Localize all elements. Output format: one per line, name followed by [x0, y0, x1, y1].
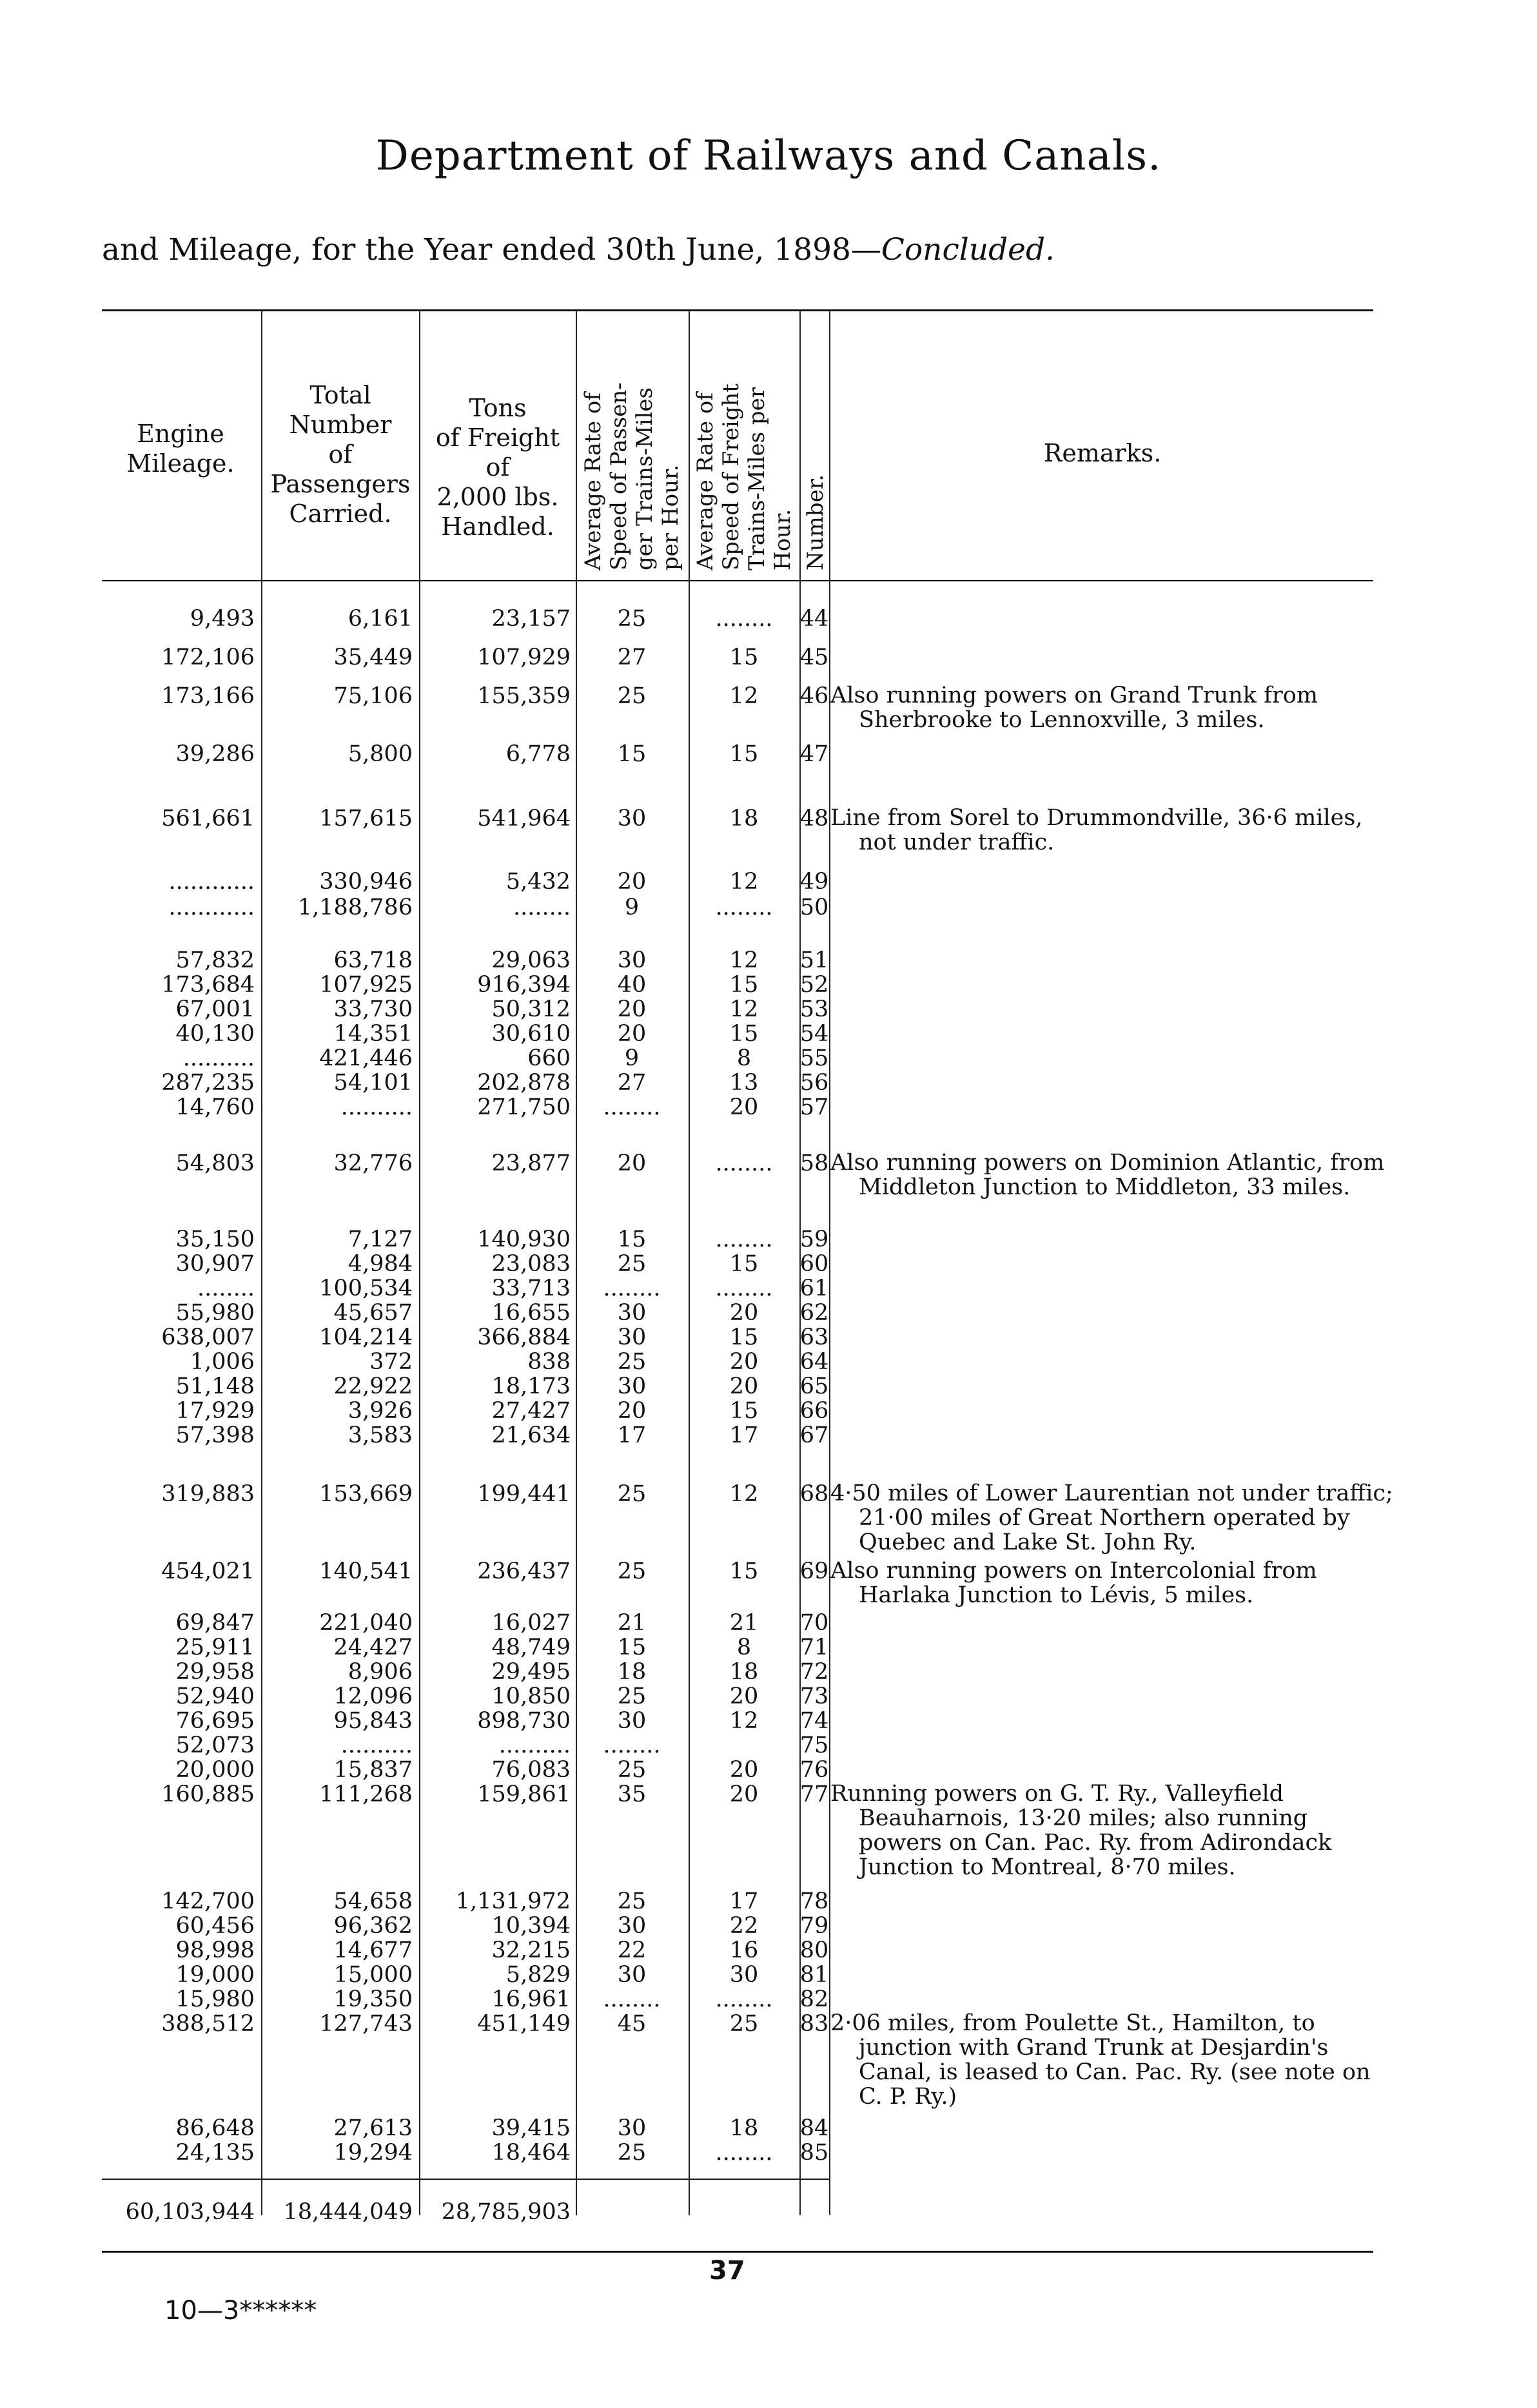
cell-freight-speed: 17	[729, 1889, 759, 1914]
cell-number: 60	[799, 1251, 829, 1277]
cell-passengers: 54,658	[333, 1889, 413, 1914]
cell-freight-tons: ..........	[498, 1733, 571, 1758]
cell-freight-tons: 16,961	[491, 1986, 571, 2012]
subtitle-italic: Concluded.	[881, 232, 1055, 267]
cell-freight-tons: 18,464	[491, 2140, 571, 2166]
cell-passenger-speed: 30	[617, 947, 647, 973]
col-divider-1	[261, 311, 262, 2215]
cell-freight-speed: 17	[729, 1422, 759, 1448]
header-passenger-speed-line: Average Rate of	[580, 392, 606, 570]
cell-passengers: 24,427	[333, 1635, 413, 1660]
cell-freight-tons: 18,173	[491, 1374, 571, 1399]
cell-freight-tons: 159,861	[477, 1782, 571, 1807]
header-bottom-rule	[102, 580, 1373, 581]
cell-passengers: 107,925	[319, 972, 413, 998]
cell-engine-mileage: 29,958	[175, 1659, 255, 1685]
cell-freight-speed: ........	[715, 1151, 773, 1176]
total-passengers: 18,444,049	[283, 2199, 413, 2225]
header-engine-mileage: Engine Mileage.	[126, 420, 235, 478]
cell-number: 67	[799, 1422, 829, 1448]
cell-engine-mileage: 638,007	[161, 1325, 255, 1350]
cell-passenger-speed: 9	[624, 895, 640, 920]
remark-text: Also running powers on Dominion Atlantic, from Middleton Junction to Middleton, 33 miles.	[830, 1150, 1385, 1200]
cell-passengers: 5,800	[348, 741, 413, 767]
cell-freight-tons: 898,730	[477, 1708, 571, 1734]
col-divider-3	[576, 311, 577, 2215]
cell-number: 57	[799, 1094, 829, 1120]
cell-passenger-speed: 27	[617, 645, 647, 670]
cell-number: 76	[799, 1757, 829, 1783]
cell-number: 79	[799, 1913, 829, 1939]
cell-passenger-speed: 25	[617, 1889, 647, 1914]
cell-engine-mileage: 454,021	[161, 1558, 255, 1584]
cell-freight-tons: 202,878	[477, 1070, 571, 1096]
cell-passengers: 14,677	[333, 1937, 413, 1963]
cell-engine-mileage: 54,803	[175, 1151, 255, 1176]
cell-number: 46	[799, 683, 829, 709]
cell-freight-speed: 20	[729, 1374, 759, 1399]
header-remarks: Remarks.	[1043, 439, 1162, 467]
cell-passengers: 140,541	[319, 1558, 413, 1584]
total-engine-mileage: 60,103,944	[125, 2199, 255, 2225]
cell-freight-speed: 18	[729, 806, 759, 831]
header-passenger-speed-line: Speed of Passen-	[606, 382, 632, 570]
cell-engine-mileage: 98,998	[175, 1937, 255, 1963]
footer-rule	[102, 2251, 1373, 2253]
cell-freight-speed: ........	[715, 895, 773, 920]
col-divider-6	[829, 311, 830, 2215]
cell-freight-tons: 451,149	[477, 2011, 571, 2037]
cell-number: 48	[799, 806, 829, 831]
cell-number: 73	[799, 1684, 829, 1709]
cell-passenger-speed: 21	[617, 1610, 647, 1636]
header-freight-speed-line: Trains-Miles per	[744, 387, 770, 570]
header-freight-speed-line: Speed of Freight	[718, 384, 744, 570]
cell-number: 56	[799, 1070, 829, 1096]
cell-engine-mileage: 25,911	[175, 1635, 255, 1660]
cell-freight-speed: 18	[729, 2115, 759, 2141]
cell-freight-speed: 12	[729, 1708, 759, 1734]
cell-passenger-speed: 20	[617, 1151, 647, 1176]
cell-engine-mileage: ............	[168, 869, 255, 895]
cell-passenger-speed: 9	[624, 1045, 640, 1071]
cell-passengers: 63,718	[333, 947, 413, 973]
cell-freight-speed: 20	[729, 1782, 759, 1807]
cell-passenger-speed: 15	[617, 741, 647, 767]
cell-engine-mileage: ........	[197, 1276, 255, 1301]
cell-freight-tons: 29,495	[491, 1659, 571, 1685]
cell-freight-tons: 6,778	[505, 741, 571, 767]
cell-freight-speed: ........	[715, 1986, 773, 2012]
cell-number: 47	[799, 741, 829, 767]
cell-freight-speed: 13	[729, 1070, 759, 1096]
header-number-text: Number.	[803, 474, 828, 570]
cell-number: 62	[799, 1300, 829, 1326]
cell-engine-mileage: 173,166	[161, 683, 255, 709]
cell-passenger-speed: 25	[617, 606, 647, 632]
cell-number: 74	[799, 1708, 829, 1734]
cell-number: 61	[799, 1276, 829, 1301]
cell-passenger-speed: 17	[617, 1422, 647, 1448]
cell-freight-tons: ........	[513, 895, 571, 920]
cell-passengers: ..........	[340, 1094, 413, 1120]
page-subtitle	[102, 232, 1055, 267]
cell-freight-tons: 155,359	[477, 683, 571, 709]
cell-freight-tons: 39,415	[491, 2115, 571, 2141]
cell-passenger-speed: 25	[617, 1349, 647, 1375]
cell-passenger-speed: 25	[617, 2140, 647, 2166]
cell-freight-speed: 15	[729, 1021, 759, 1047]
cell-freight-tons: 16,655	[491, 1300, 571, 1326]
cell-passenger-speed: 22	[617, 1937, 647, 1963]
cell-number: 58	[799, 1151, 829, 1176]
cell-freight-tons: 10,850	[491, 1684, 571, 1709]
cell-passengers: 15,837	[333, 1757, 413, 1783]
cell-freight-tons: 23,157	[491, 606, 571, 632]
cell-number: 81	[799, 1962, 829, 1988]
cell-number: 49	[799, 869, 829, 895]
cell-number: 44	[799, 606, 829, 632]
cell-freight-speed: 15	[729, 1251, 759, 1277]
cell-number: 68	[799, 1481, 829, 1507]
cell-number: 80	[799, 1937, 829, 1963]
cell-freight-speed: ........	[715, 1276, 773, 1301]
cell-engine-mileage: 52,073	[175, 1733, 255, 1758]
header-passenger-speed-line: ger Trains-Miles	[632, 387, 658, 570]
cell-engine-mileage: ............	[168, 895, 255, 920]
cell-engine-mileage: 57,398	[175, 1422, 255, 1448]
cell-freight-tons: 107,929	[477, 645, 571, 670]
cell-number: 85	[799, 2140, 829, 2166]
header-passenger-speed-line: per Hour.	[658, 464, 683, 570]
cell-freight-speed: 12	[729, 683, 759, 709]
cell-freight-speed: 8	[736, 1635, 752, 1660]
page-number: 37	[709, 2256, 745, 2286]
cell-passengers: 33,730	[333, 996, 413, 1022]
cell-passengers: 7,127	[348, 1227, 413, 1252]
cell-freight-speed: 15	[729, 741, 759, 767]
cell-number: 78	[799, 1889, 829, 1914]
cell-passengers: 3,583	[348, 1422, 413, 1448]
cell-freight-tons: 50,312	[491, 996, 571, 1022]
cell-freight-tons: 916,394	[477, 972, 571, 998]
remark-text: Line from Sorel to Drummondville, 36·6 miles, not under traffic.	[830, 805, 1363, 855]
cell-engine-mileage: 40,130	[175, 1021, 255, 1047]
cell-engine-mileage: 160,885	[161, 1782, 255, 1807]
cell-passengers: 8,906	[348, 1659, 413, 1685]
remark-text: Also running powers on Intercolonial from Harlaka Junction to Lévis, 5 miles.	[830, 1558, 1317, 1608]
cell-engine-mileage: 388,512	[161, 2011, 255, 2037]
cell-passengers: 32,776	[333, 1151, 413, 1176]
cell-passenger-speed: ........	[603, 1986, 661, 2012]
cell-engine-mileage: 9,493	[190, 606, 255, 632]
col-divider-2	[419, 311, 420, 2215]
cell-freight-tons: 199,441	[477, 1481, 571, 1507]
cell-passenger-speed: 30	[617, 2115, 647, 2141]
cell-freight-speed: 8	[736, 1045, 752, 1071]
cell-passenger-speed: 25	[617, 1757, 647, 1783]
cell-freight-tons: 48,749	[491, 1635, 571, 1660]
cell-passenger-speed: 20	[617, 996, 647, 1022]
cell-passengers: 127,743	[319, 2011, 413, 2037]
cell-passenger-speed: 25	[617, 1684, 647, 1709]
cell-passenger-speed: 20	[617, 1398, 647, 1424]
page-title: Department of Railways and Canals.	[375, 132, 1162, 180]
cell-passengers: 15,000	[333, 1962, 413, 1988]
cell-number: 77	[799, 1782, 829, 1807]
cell-passenger-speed: 40	[617, 972, 647, 998]
cell-passengers: 75,106	[333, 683, 413, 709]
cell-passengers: 45,657	[333, 1300, 413, 1326]
cell-freight-speed: 12	[729, 869, 759, 895]
cell-passenger-speed: 30	[617, 1962, 647, 1988]
cell-passenger-speed: 30	[617, 806, 647, 831]
cell-freight-speed: 20	[729, 1757, 759, 1783]
cell-passengers: 14,351	[333, 1021, 413, 1047]
cell-number: 51	[799, 947, 829, 973]
cell-number: 72	[799, 1659, 829, 1685]
cell-number: 55	[799, 1045, 829, 1071]
cell-engine-mileage: 24,135	[175, 2140, 255, 2166]
cell-freight-tons: 236,437	[477, 1558, 571, 1584]
cell-freight-tons: 271,750	[477, 1094, 571, 1120]
cell-engine-mileage: 39,286	[175, 741, 255, 767]
cell-passengers: 96,362	[333, 1913, 413, 1939]
cell-engine-mileage: 69,847	[175, 1610, 255, 1636]
cell-freight-speed: 18	[729, 1659, 759, 1685]
cell-freight-speed: 12	[729, 1481, 759, 1507]
header-number	[803, 442, 828, 570]
cell-engine-mileage: 287,235	[161, 1070, 255, 1096]
cell-passengers: 153,669	[319, 1481, 413, 1507]
cell-number: 75	[799, 1733, 829, 1758]
cell-engine-mileage: 561,661	[161, 806, 255, 831]
cell-freight-speed: ........	[715, 606, 773, 632]
cell-freight-tons: 541,964	[477, 806, 571, 831]
remark-text: 2·06 miles, from Poulette St., Hamilton, to junction with Grand Trunk at Desjardin's Canal, is leased to Can. Pac. Ry. (see note on C. P. Ry.)	[830, 2010, 1371, 2110]
cell-passenger-speed: 20	[617, 1021, 647, 1047]
col-divider-4	[689, 311, 690, 2215]
cell-freight-speed: 15	[729, 1558, 759, 1584]
cell-engine-mileage: 14,760	[175, 1094, 255, 1120]
cell-number: 71	[799, 1635, 829, 1660]
cell-passenger-speed: 15	[617, 1635, 647, 1660]
cell-freight-speed: 20	[729, 1349, 759, 1375]
cell-freight-tons: 5,829	[505, 1962, 571, 1988]
cell-passengers: 19,350	[333, 1986, 413, 2012]
cell-passengers: 100,534	[319, 1276, 413, 1301]
cell-passenger-speed: 30	[617, 1300, 647, 1326]
cell-passenger-speed: 25	[617, 683, 647, 709]
cell-engine-mileage: 60,456	[175, 1913, 255, 1939]
cell-passenger-speed: 30	[617, 1374, 647, 1399]
cell-freight-tons: 30,610	[491, 1021, 571, 1047]
cell-freight-tons: 23,877	[491, 1151, 571, 1176]
cell-passengers: 221,040	[319, 1610, 413, 1636]
cell-freight-speed: 15	[729, 645, 759, 670]
cell-passenger-speed: ........	[603, 1094, 661, 1120]
cell-freight-speed: 21	[729, 1610, 759, 1636]
cell-engine-mileage: 86,648	[175, 2115, 255, 2141]
cell-passenger-speed: 20	[617, 869, 647, 895]
cell-passengers: 3,926	[348, 1398, 413, 1424]
cell-passenger-speed: 35	[617, 1782, 647, 1807]
cell-engine-mileage: 30,907	[175, 1251, 255, 1277]
cell-freight-tons: 33,713	[491, 1276, 571, 1301]
cell-freight-speed: 12	[729, 996, 759, 1022]
cell-passenger-speed: 27	[617, 1070, 647, 1096]
cell-engine-mileage: 55,980	[175, 1300, 255, 1326]
cell-number: 50	[799, 895, 829, 920]
cell-number: 53	[799, 996, 829, 1022]
cell-passenger-speed: 15	[617, 1227, 647, 1252]
cell-passenger-speed: 18	[617, 1659, 647, 1685]
header-tons-freight: Tons of Freight of 2,000 lbs. Handled.	[435, 394, 560, 541]
cell-engine-mileage: ..........	[182, 1045, 255, 1071]
cell-passengers: 157,615	[319, 806, 413, 831]
cell-passengers: 27,613	[333, 2115, 413, 2141]
cell-passenger-speed: 30	[617, 1325, 647, 1350]
cell-passengers: 372	[369, 1349, 413, 1375]
cell-passenger-speed: 30	[617, 1708, 647, 1734]
cell-number: 66	[799, 1398, 829, 1424]
cell-engine-mileage: 51,148	[175, 1374, 255, 1399]
cell-freight-speed: 20	[729, 1094, 759, 1120]
cell-passenger-speed: 25	[617, 1251, 647, 1277]
cell-freight-tons: 21,634	[491, 1422, 571, 1448]
cell-number: 69	[799, 1558, 829, 1584]
remark-text: Also running powers on Grand Trunk from Sherbrooke to Lennoxville, 3 miles.	[830, 683, 1318, 733]
cell-passenger-speed: 25	[617, 1481, 647, 1507]
cell-engine-mileage: 76,695	[175, 1708, 255, 1734]
cell-engine-mileage: 67,001	[175, 996, 255, 1022]
cell-number: 70	[799, 1610, 829, 1636]
cell-freight-speed: 25	[729, 2011, 759, 2037]
cell-passengers: 1,188,786	[297, 895, 413, 920]
cell-freight-speed: 22	[729, 1913, 759, 1939]
cell-freight-tons: 140,930	[477, 1227, 571, 1252]
header-freight-speed	[692, 325, 796, 570]
cell-engine-mileage: 52,940	[175, 1684, 255, 1709]
cell-number: 64	[799, 1349, 829, 1375]
cell-freight-speed: 15	[729, 1325, 759, 1350]
cell-freight-tons: 660	[527, 1045, 571, 1071]
cell-freight-tons: 27,427	[491, 1398, 571, 1424]
totals-rule	[102, 2179, 830, 2180]
cell-engine-mileage: 319,883	[161, 1481, 255, 1507]
cell-freight-tons: 16,027	[491, 1610, 571, 1636]
cell-number: 63	[799, 1325, 829, 1350]
header-top-rule	[102, 309, 1373, 311]
cell-engine-mileage: 20,000	[175, 1757, 255, 1783]
total-freight: 28,785,903	[441, 2199, 571, 2225]
subtitle-text: and Mileage, for the Year ended 30th June, 1898—	[102, 232, 881, 267]
cell-number: 82	[799, 1986, 829, 2012]
cell-passengers: ..........	[340, 1733, 413, 1758]
cell-passengers: 35,449	[333, 645, 413, 670]
cell-number: 45	[799, 645, 829, 670]
cell-passengers: 22,922	[333, 1374, 413, 1399]
cell-number: 54	[799, 1021, 829, 1047]
cell-passengers: 104,214	[319, 1325, 413, 1350]
cell-passenger-speed: 30	[617, 1913, 647, 1939]
cell-number: 84	[799, 2115, 829, 2141]
cell-passengers: 421,446	[319, 1045, 413, 1071]
header-total-passengers: Total Number of Passengers Carried.	[270, 381, 411, 528]
cell-freight-speed: 20	[729, 1300, 759, 1326]
cell-freight-speed: ........	[715, 1227, 773, 1252]
cell-passenger-speed: ........	[603, 1733, 661, 1758]
cell-freight-tons: 23,083	[491, 1251, 571, 1277]
header-freight-speed-line: Hour.	[770, 509, 796, 570]
cell-engine-mileage: 15,980	[175, 1986, 255, 2012]
cell-freight-speed: 20	[729, 1684, 759, 1709]
cell-engine-mileage: 57,832	[175, 947, 255, 973]
cell-freight-speed: ........	[715, 2140, 773, 2166]
cell-freight-tons: 5,432	[505, 869, 571, 895]
cell-freight-tons: 32,215	[491, 1937, 571, 1963]
cell-passengers: 4,984	[348, 1251, 413, 1277]
cell-passengers: 12,096	[333, 1684, 413, 1709]
cell-passengers: 330,946	[319, 869, 413, 895]
cell-freight-speed: 15	[729, 1398, 759, 1424]
cell-passengers: 54,101	[333, 1070, 413, 1096]
cell-passenger-speed: ........	[603, 1276, 661, 1301]
cell-passengers: 95,843	[333, 1708, 413, 1734]
remark-text: 4·50 miles of Lower Laurentian not under traffic; 21·00 miles of Great Northern operated by Quebec and Lake St. John Ry.	[830, 1481, 1393, 1555]
cell-freight-tons: 76,083	[491, 1757, 571, 1783]
cell-freight-tons: 1,131,972	[455, 1889, 571, 1914]
remark-text: Running powers on G. T. Ry., Valleyfield Beauharnois, 13·20 miles; also running powers on Can. Pac. Ry. from Adirondack Junction to Montreal, 8·70 miles.	[830, 1781, 1332, 1880]
header-freight-speed-line: Average Rate of	[692, 392, 718, 570]
cell-freight-tons: 29,063	[491, 947, 571, 973]
printer-signature: 10—3******	[164, 2296, 317, 2325]
cell-passengers: 111,268	[319, 1782, 413, 1807]
cell-engine-mileage: 19,000	[175, 1962, 255, 1988]
cell-engine-mileage: 173,684	[161, 972, 255, 998]
cell-number: 59	[799, 1227, 829, 1252]
cell-passenger-speed: 25	[617, 1558, 647, 1584]
cell-freight-speed: 16	[729, 1937, 759, 1963]
cell-engine-mileage: 1,006	[190, 1349, 255, 1375]
cell-freight-speed: 30	[729, 1962, 759, 1988]
cell-number: 65	[799, 1374, 829, 1399]
cell-freight-tons: 838	[527, 1349, 571, 1375]
cell-passengers: 6,161	[348, 606, 413, 632]
cell-freight-speed: 12	[729, 947, 759, 973]
cell-freight-tons: 366,884	[477, 1325, 571, 1350]
cell-freight-tons: 10,394	[491, 1913, 571, 1939]
cell-number: 83	[799, 2011, 829, 2037]
cell-passenger-speed: 45	[617, 2011, 647, 2037]
cell-engine-mileage: 172,106	[161, 645, 255, 670]
cell-number: 52	[799, 972, 829, 998]
cell-passengers: 19,294	[333, 2140, 413, 2166]
cell-engine-mileage: 35,150	[175, 1227, 255, 1252]
cell-engine-mileage: 142,700	[161, 1889, 255, 1914]
header-passenger-speed	[580, 325, 683, 570]
cell-engine-mileage: 17,929	[175, 1398, 255, 1424]
cell-freight-speed: 15	[729, 972, 759, 998]
